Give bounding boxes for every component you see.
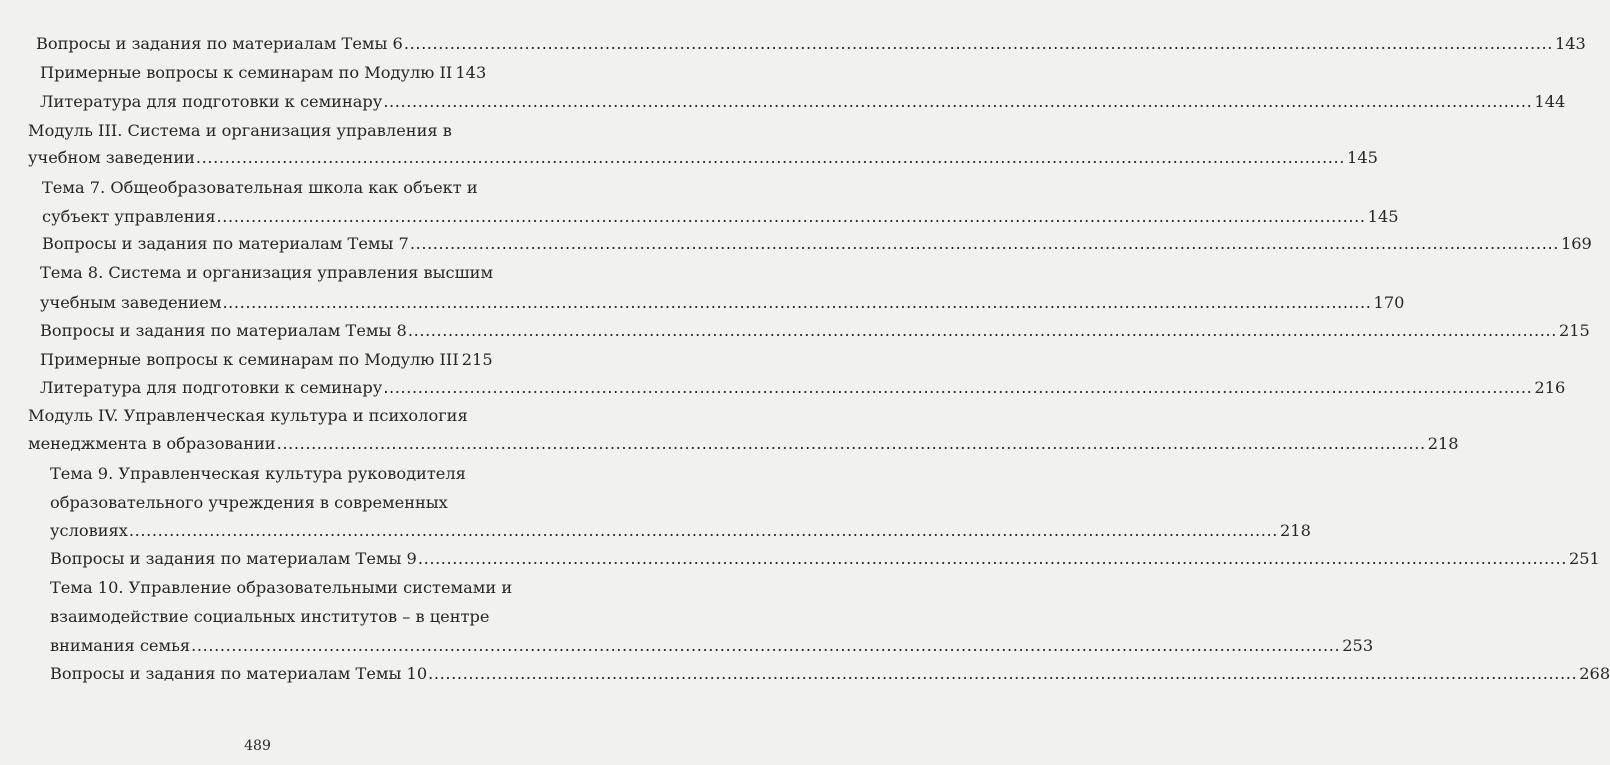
toc-entry-theme9-title-end <box>0 520 1311 542</box>
dot-leader <box>418 548 1567 570</box>
toc-entry-theme9-title: Тема 9. Управленческая культура руководителя <box>50 464 466 483</box>
page-number: 489 <box>244 738 271 754</box>
toc-entry-text: Вопросы и задания по материалам Темы 9 <box>50 549 417 568</box>
toc-entry-theme9-questions <box>0 548 1600 570</box>
toc-entry-text: субъект управления <box>42 207 216 226</box>
toc-entry-text: Примерные вопросы к семинарам по Модулю II <box>40 63 453 82</box>
toc-entry-text: Вопросы и задания по материалам Темы 6 <box>36 34 403 53</box>
toc-page-number: 143 <box>455 63 487 82</box>
toc-page-number: 215 <box>1558 321 1590 340</box>
toc-entry-theme7-questions <box>0 233 1592 255</box>
toc-page-number: 218 <box>1279 521 1311 540</box>
toc-entry-theme9-title-cont: образовательного учреждения в современных <box>50 493 448 512</box>
toc-entry-literature-1 <box>0 91 1566 113</box>
dot-leader <box>129 520 1278 542</box>
toc-page-number: 253 <box>1342 636 1374 655</box>
toc-page-number: 169 <box>1560 234 1592 253</box>
toc-entry-literature-2 <box>0 377 1566 399</box>
dot-leader <box>222 292 1371 314</box>
toc-entry-text: условиях <box>50 521 128 540</box>
toc-entry-theme8-title: Тема 8. Система и организация управления высшим <box>40 263 494 282</box>
toc-entry-theme8-title-cont <box>0 292 1405 314</box>
toc-entry-module3-title: Модуль III. Система и организация управления в <box>28 121 452 140</box>
toc-page-number: 218 <box>1427 434 1459 453</box>
toc-page-number: 144 <box>1534 92 1566 111</box>
toc-entry-theme8-questions <box>0 320 1590 342</box>
toc-entry-text: Вопросы и задания по материалам Темы 7 <box>42 234 409 253</box>
toc-entry-text: Вопросы и задания по материалам Темы 10 <box>50 664 428 683</box>
toc-entry-theme6-questions <box>0 33 1586 55</box>
toc-page-number: 216 <box>1534 378 1566 397</box>
toc-entry-module2-seminar-questions <box>0 62 487 84</box>
dot-leader <box>408 320 1557 342</box>
toc-entry-module4-title: Модуль IV. Управленческая культура и психология <box>28 406 468 425</box>
dot-leader <box>196 147 1345 169</box>
toc-entry-theme10-questions <box>0 663 1610 685</box>
toc-entry-theme7-title: Тема 7. Общеобразовательная школа как объект и <box>42 178 478 197</box>
toc-page-number: 145 <box>1347 148 1378 167</box>
toc-entry-text: внимания семья <box>50 636 191 655</box>
dot-leader <box>277 433 1426 455</box>
dot-leader <box>191 635 1340 657</box>
toc-entry-text: менеджмента в образовании <box>28 434 276 453</box>
toc-entry-text: Примерные вопросы к семинарам по Модулю III <box>40 350 459 369</box>
toc-page-number: 170 <box>1373 293 1405 312</box>
toc-entry-text: учебным заведением <box>40 293 222 312</box>
toc-entry-theme10-title-end <box>0 635 1374 657</box>
toc-page-number: 145 <box>1367 207 1399 226</box>
toc-entry-theme10-title: Тема 10. Управление образовательными системами и <box>50 578 513 597</box>
dot-leader <box>428 663 1577 685</box>
dot-leader <box>217 206 1366 228</box>
toc-page-number: 143 <box>1554 34 1586 53</box>
toc-entry-text: Вопросы и задания по материалам Темы 8 <box>40 321 407 340</box>
toc-page-number: 215 <box>461 350 493 369</box>
toc-entry-module3-seminar-questions <box>0 349 493 371</box>
dot-leader <box>383 91 1532 113</box>
toc-entry-text: Литература для подготовки к семинару <box>40 378 383 397</box>
dot-leader <box>410 233 1559 255</box>
toc-entry-theme10-title-cont: взаимодействие социальных институтов – в центре <box>50 607 490 626</box>
dot-leader <box>383 377 1532 399</box>
toc-entry-theme7-title-cont <box>0 206 1399 228</box>
toc-entry-text: учебном заведении <box>28 148 195 167</box>
toc-page-number: 251 <box>1568 549 1600 568</box>
toc-entry-text: Литература для подготовки к семинару <box>40 92 383 111</box>
toc-entry-module4-title-cont <box>0 433 1459 455</box>
toc-page-number: 268 <box>1579 664 1610 683</box>
dot-leader <box>404 33 1553 55</box>
toc-entry-module3-title-cont <box>0 147 1378 169</box>
